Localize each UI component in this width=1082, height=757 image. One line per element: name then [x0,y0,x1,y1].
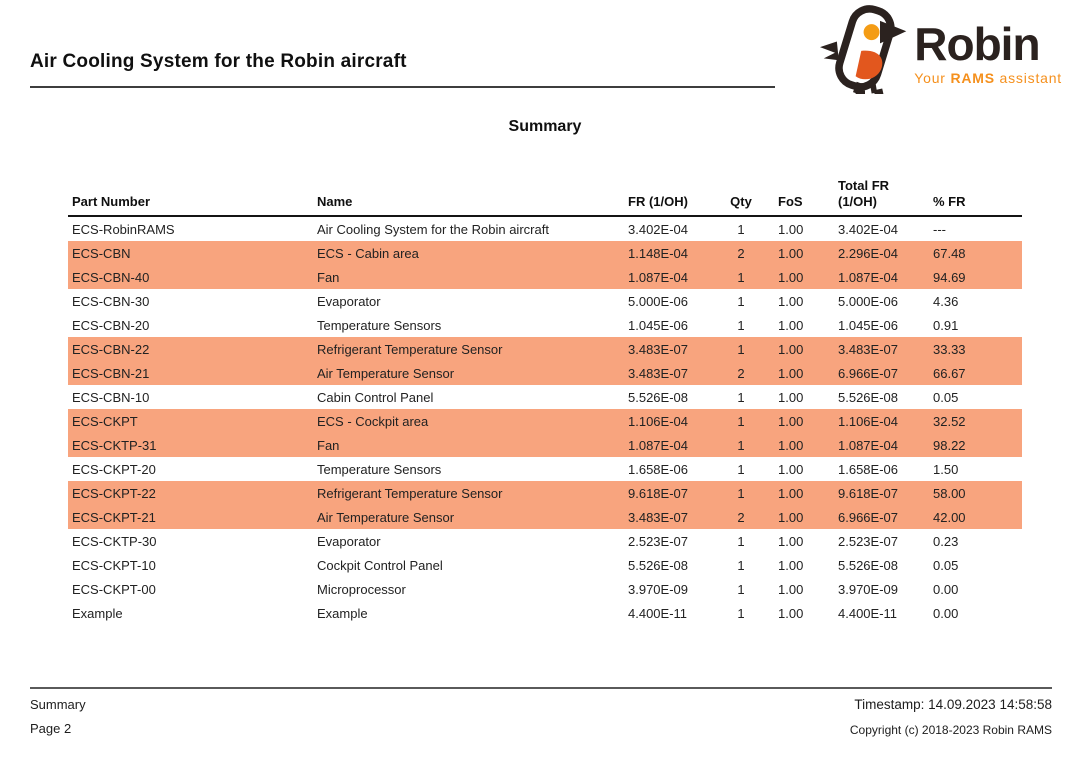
cell-part: ECS-CBN-10 [72,389,150,405]
cell-fr: 3.483E-07 [628,509,688,525]
cell-part: ECS-RobinRAMS [72,221,175,237]
footer-divider [30,687,1052,689]
cell-qty: 2 [737,509,745,525]
cell-fr: 5.526E-08 [628,557,688,573]
logo-text-block [914,4,1062,86]
cell-qty: 1 [737,581,745,597]
table-row [68,313,1022,337]
summary-heading: Summary [508,118,582,135]
cell-total: 1.045E-06 [838,317,898,333]
cell-qty: 1 [737,485,745,501]
table-row [68,385,1022,409]
cell-total: 5.000E-06 [838,293,898,309]
title-divider [30,86,775,88]
cell-pct: 94.69 [933,269,966,285]
tagline-suffix: assistant [994,70,1062,86]
cell-fos: 1.00 [778,365,804,381]
cell-part: ECS-CKPT-22 [72,485,156,501]
cell-name: ECS - Cabin area [317,245,419,261]
cell-total: 1.106E-04 [838,413,898,429]
cell-name: Microprocessor [317,581,406,597]
cell-total: 3.402E-04 [838,221,898,237]
cell-qty: 1 [737,317,745,333]
table-row [68,481,1022,505]
column-header-qty: Qty [730,193,752,209]
cell-pct: 58.00 [933,485,966,501]
cell-fos: 1.00 [778,533,804,549]
cell-qty: 1 [737,437,745,453]
cell-fos: 1.00 [778,461,804,477]
table-row [68,433,1022,457]
cell-total: 6.966E-07 [838,365,898,381]
cell-pct: 67.48 [933,245,966,261]
cell-fos: 1.00 [778,509,804,525]
cell-name: Refrigerant Temperature Sensor [317,341,503,357]
cell-name: Cockpit Control Panel [317,557,443,573]
cell-pct: 0.05 [933,389,959,405]
cell-qty: 1 [737,413,745,429]
cell-name: ECS - Cockpit area [317,413,429,429]
cell-total: 5.526E-08 [838,389,898,405]
summary-table [68,168,1022,625]
cell-fos: 1.00 [778,317,804,333]
table-row [68,337,1022,361]
cell-part: ECS-CKTP-30 [72,533,157,549]
cell-total: 3.970E-09 [838,581,898,597]
cell-total: 4.400E-11 [838,605,898,621]
cell-pct: 66.67 [933,365,966,381]
cell-pct: 98.22 [933,437,966,453]
cell-fos: 1.00 [778,605,804,621]
cell-fos: 1.00 [778,341,804,357]
cell-qty: 1 [737,293,745,309]
cell-part: ECS-CBN-40 [72,269,150,285]
cell-name: Example [317,605,368,621]
table-row [68,553,1022,577]
cell-pct: 42.00 [933,509,966,525]
cell-part: ECS-CKPT-20 [72,461,156,477]
cell-part: ECS-CKPT-21 [72,509,156,525]
cell-total: 5.526E-08 [838,557,898,573]
cell-pct: 32.52 [933,413,966,429]
cell-qty: 1 [737,221,745,237]
cell-fr: 9.618E-07 [628,485,688,501]
table-row [68,409,1022,433]
logo-brand-text: Robin [914,18,1040,70]
table-row [68,265,1022,289]
tagline-prefix: Your [914,70,951,86]
cell-fr: 1.106E-04 [628,413,688,429]
cell-part: ECS-CBN-21 [72,365,150,381]
cell-qty: 1 [737,461,745,477]
cell-qty: 1 [737,389,745,405]
cell-fos: 1.00 [778,413,804,429]
robin-bird-icon [818,4,912,94]
cell-qty: 2 [737,365,745,381]
cell-fr: 2.523E-07 [628,533,688,549]
cell-pct: 0.91 [933,317,959,333]
table-row [68,217,1022,241]
footer-copyright: Copyright (c) 2018-2023 Robin RAMS [849,723,1052,737]
cell-part: ECS-CKPT-10 [72,557,156,573]
cell-fos: 1.00 [778,245,804,261]
cell-total: 1.087E-04 [838,269,898,285]
cell-pct: 0.05 [933,557,959,573]
cell-fr: 1.148E-04 [628,245,688,261]
cell-fr: 5.000E-06 [628,293,688,309]
cell-part: ECS-CKPT [72,413,138,429]
cell-total: 2.296E-04 [838,245,898,261]
cell-name: Refrigerant Temperature Sensor [317,485,503,501]
column-header-part-number: Part Number [72,193,151,209]
cell-fr: 1.087E-04 [628,437,688,453]
column-header-total-fr: Total FR (1/OH) [838,177,890,209]
footer-timestamp: Timestamp: 14.09.2023 14:58:58 [854,697,1052,712]
cell-name: Fan [317,437,340,453]
cell-name: Air Temperature Sensor [317,509,455,525]
cell-pct: 0.00 [933,605,959,621]
table-row [68,529,1022,553]
cell-pct: --- [933,221,946,237]
cell-total: 9.618E-07 [838,485,898,501]
cell-part: ECS-CKPT-00 [72,581,156,597]
cell-fos: 1.00 [778,389,804,405]
cell-fr: 1.087E-04 [628,269,688,285]
cell-fr: 3.483E-07 [628,365,688,381]
cell-name: Air Cooling System for the Robin aircraft [317,221,549,237]
cell-qty: 1 [737,557,745,573]
cell-pct: 0.23 [933,533,959,549]
column-header-pct-fr: % FR [933,193,966,209]
cell-fr: 3.402E-04 [628,221,688,237]
cell-name: Temperature Sensors [317,317,442,333]
cell-name: Fan [317,269,340,285]
logo-tagline [914,70,1062,86]
cell-name: Evaporator [317,533,381,549]
cell-part: ECS-CBN-30 [72,293,150,309]
cell-name: Cabin Control Panel [317,389,434,405]
cell-fr: 3.483E-07 [628,341,688,357]
cell-part: Example [72,605,123,621]
cell-fos: 1.00 [778,221,804,237]
cell-part: ECS-CBN-20 [72,317,150,333]
table-row [68,505,1022,529]
robin-logo [818,4,1062,94]
cell-pct: 33.33 [933,341,966,357]
cell-part: ECS-CKTP-31 [72,437,157,453]
cell-qty: 1 [737,533,745,549]
cell-total: 1.087E-04 [838,437,898,453]
cell-fr: 4.400E-11 [628,605,688,621]
tagline-rams: RAMS [950,70,995,86]
cell-qty: 1 [737,605,745,621]
cell-fos: 1.00 [778,293,804,309]
cell-part: ECS-CBN [72,245,131,261]
cell-fos: 1.00 [778,437,804,453]
table-header-row [68,168,1022,217]
cell-pct: 4.36 [933,293,959,309]
cell-fr: 1.658E-06 [628,461,688,477]
table-row [68,457,1022,481]
cell-total: 3.483E-07 [838,341,898,357]
cell-total: 2.523E-07 [838,533,898,549]
cell-name: Air Temperature Sensor [317,365,455,381]
cell-pct: 0.00 [933,581,959,597]
column-header-name: Name [317,193,353,209]
cell-fos: 1.00 [778,485,804,501]
cell-total: 6.966E-07 [838,509,898,525]
table-row [68,601,1022,625]
cell-name: Temperature Sensors [317,461,442,477]
cell-qty: 1 [737,341,745,357]
cell-fos: 1.00 [778,269,804,285]
table-row [68,361,1022,385]
footer-page-number: Page 2 [30,721,72,736]
cell-name: Evaporator [317,293,381,309]
table-row [68,241,1022,265]
table-row [68,577,1022,601]
cell-pct: 1.50 [933,461,959,477]
cell-qty: 2 [737,245,745,261]
cell-fr: 5.526E-08 [628,389,688,405]
column-header-fos: FoS [778,193,803,209]
cell-fos: 1.00 [778,581,804,597]
cell-fr: 1.045E-06 [628,317,688,333]
footer-section-name: Summary [30,697,86,712]
column-header-fr: FR (1/OH) [628,193,688,209]
cell-fr: 3.970E-09 [628,581,688,597]
cell-total: 1.658E-06 [838,461,898,477]
table-row [68,289,1022,313]
table-body [68,217,1022,625]
cell-part: ECS-CBN-22 [72,341,150,357]
cell-qty: 1 [737,269,745,285]
cell-fos: 1.00 [778,557,804,573]
document-title: Air Cooling System for the Robin aircraft [30,51,407,72]
